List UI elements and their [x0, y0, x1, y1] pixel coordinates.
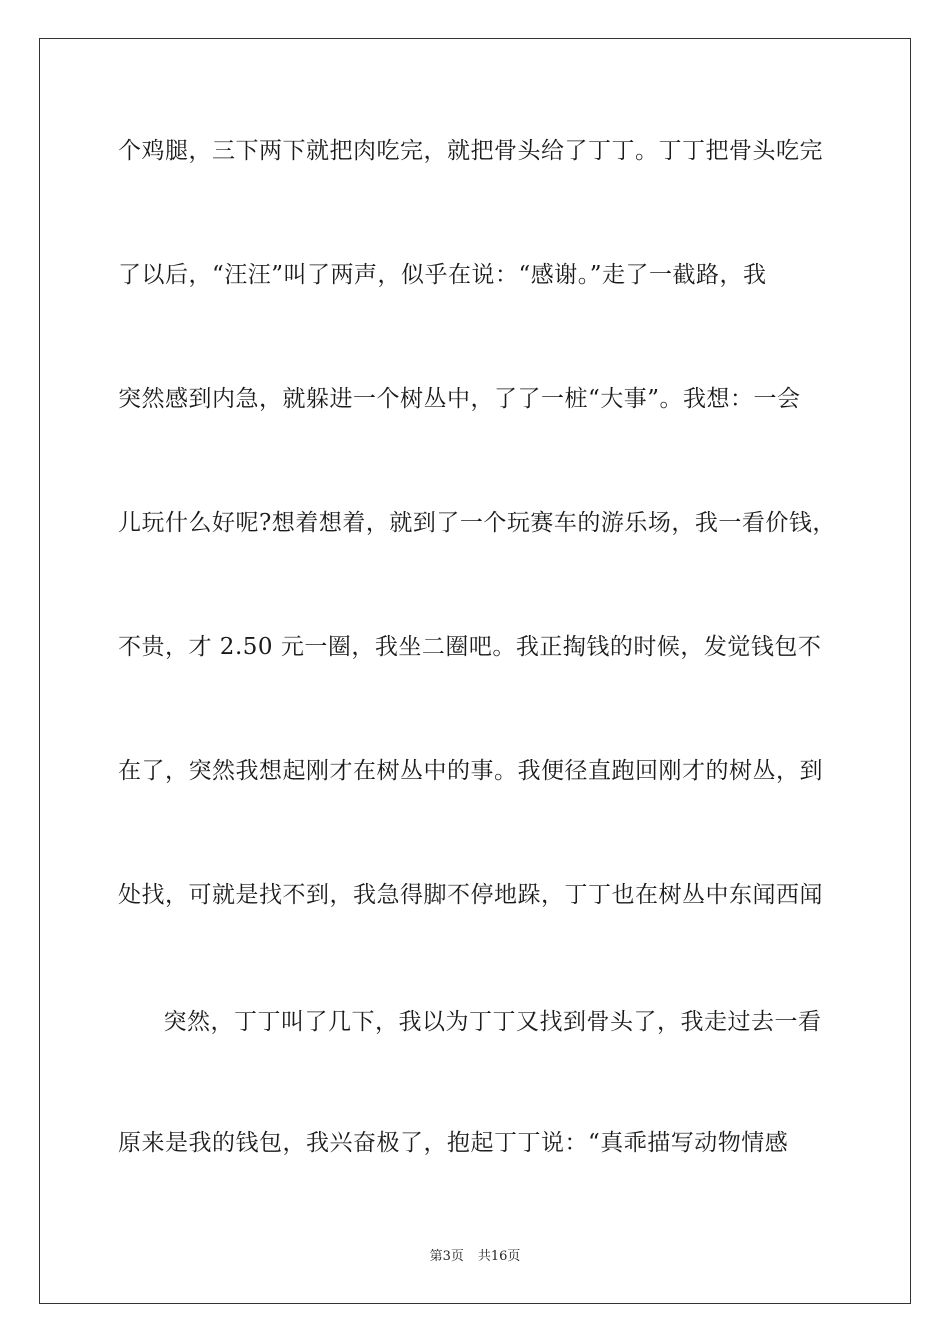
- page-border: [39, 38, 911, 1304]
- text-line-6: 在了，突然我想起刚才在树丛中的事。我便径直跑回刚才的树丛，到: [118, 758, 823, 784]
- text-line-8: 突然，丁丁叫了几下，我以为丁丁又找到骨头了，我走过去一看: [140, 1009, 822, 1035]
- text-line-2: 了以后，“汪汪”叫了两声，似乎在说：“感谢。”走了一截路，我: [118, 262, 767, 288]
- page-total: 共16页: [477, 1249, 521, 1264]
- text-line-7: 处找，可就是找不到，我急得脚不停地跺，丁丁也在树丛中东闻西闻: [118, 882, 823, 908]
- text-line-1: 个鸡腿，三下两下就把肉吃完，就把骨头给了丁丁。丁丁把骨头吃完: [118, 138, 823, 164]
- page-footer: [0, 1248, 950, 1266]
- text-line-4: 儿玩什么好呢?想着想着，就到了一个玩赛车的游乐场，我一看价钱，: [118, 510, 836, 536]
- text-line-9: 原来是我的钱包，我兴奋极了，抱起丁丁说：“真乖描写动物情感: [118, 1130, 789, 1156]
- page-number: 第3页: [429, 1249, 464, 1264]
- text-line-3: 突然感到内急，就躲进一个树丛中，了了一桩“大事”。我想：一会: [118, 386, 801, 412]
- text-line-5: 不贵，才 2.50 元一圈，我坐二圈吧。我正掏钱的时候，发觉钱包不: [118, 634, 822, 660]
